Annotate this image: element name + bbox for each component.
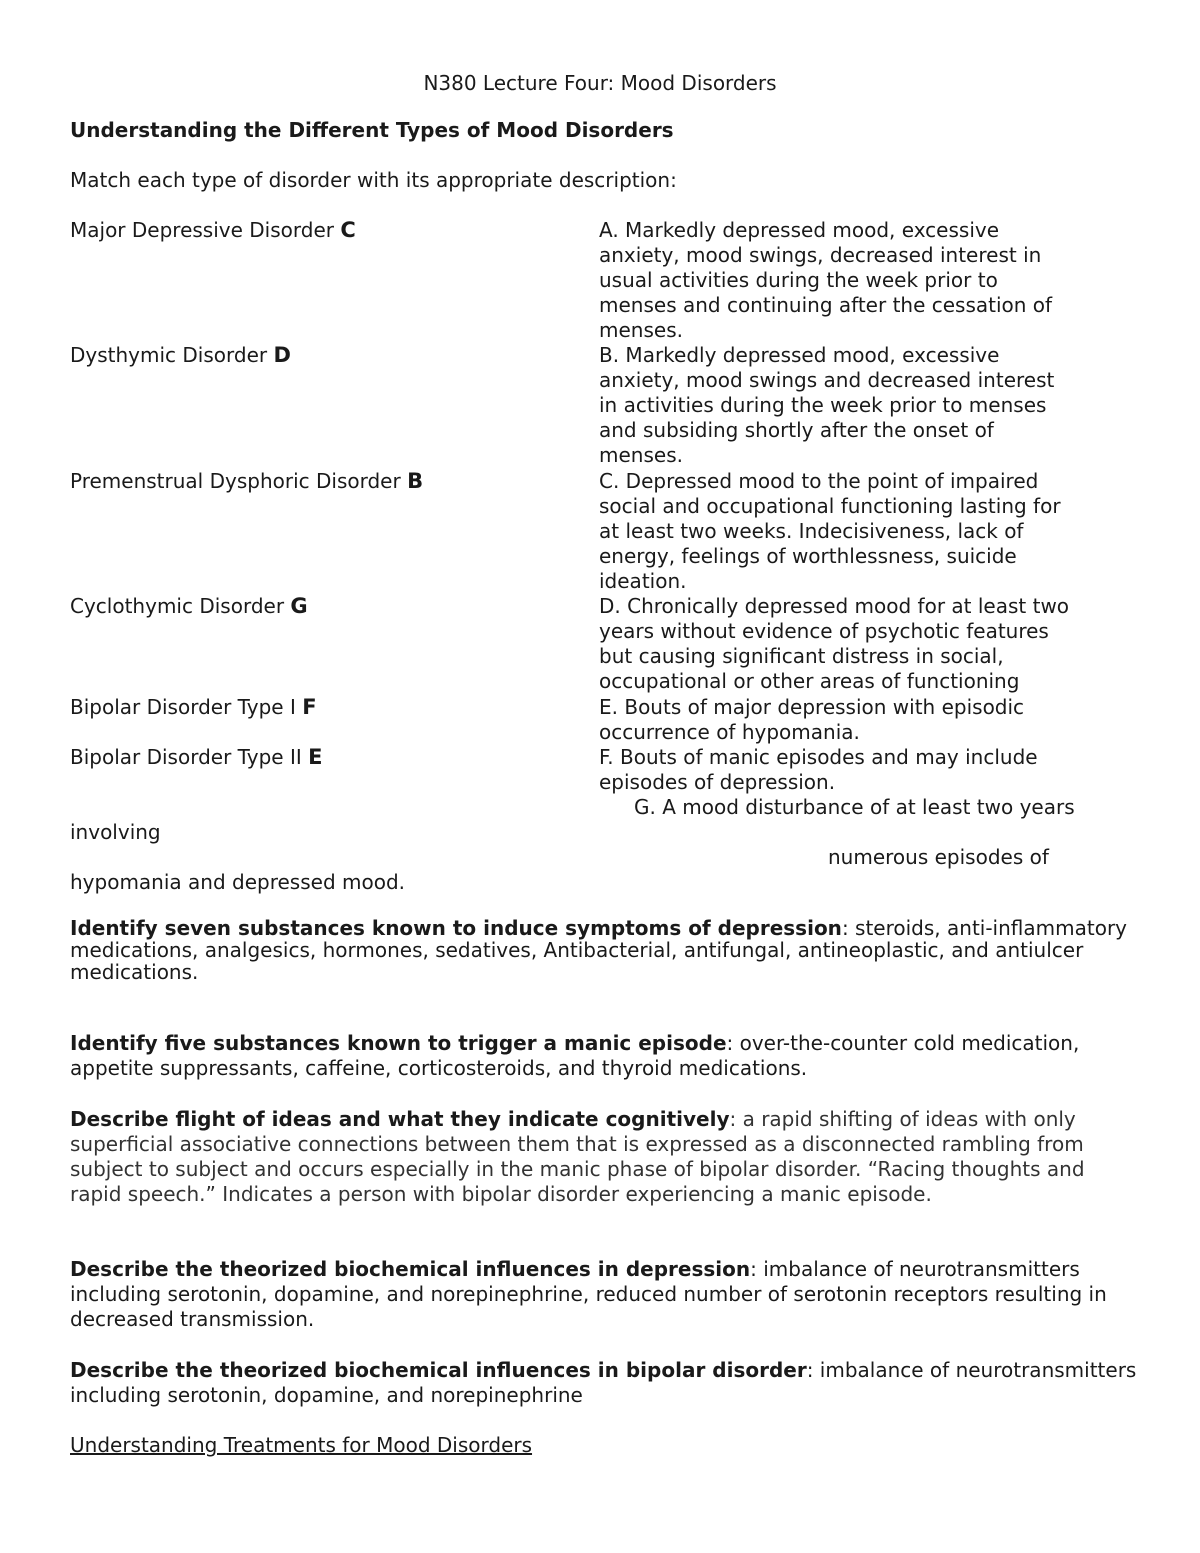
section-heading: Understanding the Different Types of Mood Disorders bbox=[70, 118, 674, 142]
desc-line: F. Bouts of manic episodes and may include bbox=[599, 745, 1038, 769]
desc-line: A. Markedly depressed mood, excessive bbox=[599, 218, 1000, 242]
desc-line: C. Depressed mood to the point of impaired bbox=[599, 469, 1039, 493]
desc-line: anxiety, mood swings and decreased interest bbox=[599, 368, 1055, 392]
document-title: N380 Lecture Four: Mood Disorders bbox=[423, 71, 777, 95]
description-b bbox=[599, 343, 1139, 468]
desc-line: years without evidence of psychotic features bbox=[599, 619, 1049, 643]
desc-line: energy, feelings of worthlessness, suicide bbox=[599, 544, 1017, 568]
description-f bbox=[599, 745, 1139, 795]
desc-line: in activities during the week prior to menses bbox=[599, 393, 1047, 417]
description-e bbox=[599, 695, 1139, 745]
desc-line: occurrence of hypomania. bbox=[599, 720, 860, 744]
match-item: Cyclothymic Disorder G bbox=[70, 594, 308, 618]
desc-line: and subsiding shortly after the onset of bbox=[599, 418, 994, 442]
question-depression-substances: Identify seven substances known to induce symptoms of depression: steroids, anti-inflammatory medications, analgesics, hormones, sedatives, Antibacterial, antifungal, antineoplastic, and antiulcer medications. bbox=[70, 916, 1127, 984]
desc-line: occupational or other areas of functioning bbox=[599, 669, 1020, 693]
question-flight-of-ideas: Describe flight of ideas and what they indicate cognitively: a rapid shifting of ideas with only superficial associative connections between them that is expressed as a disconnected rambling from subject to subject and occurs especially in the manic phase of bipolar disorder. “Racing thoughts and rapid speech.” Indicates a person with bipolar disorder experiencing a manic episode. bbox=[70, 1107, 1085, 1206]
question-biochem-bipolar: Describe the theorized biochemical influences in bipolar disorder: imbalance of neurotransmitters including serotonin, dopamine, and norepinephrine bbox=[70, 1358, 1137, 1407]
desc-line: menses. bbox=[599, 443, 683, 467]
footer-heading: Understanding Treatments for Mood Disorders bbox=[70, 1433, 533, 1457]
desc-line: B. Markedly depressed mood, excessive bbox=[599, 343, 1000, 367]
desc-line: anxiety, mood swings, decreased interest in bbox=[599, 243, 1042, 267]
description-c bbox=[599, 469, 1139, 594]
match-item: Bipolar Disorder Type II E bbox=[70, 745, 323, 769]
question-biochem-depression: Describe the theorized biochemical influences in depression: imbalance of neurotransmitters including serotonin, dopamine, and norepinephrine, reduced number of serotonin receptors resulting in decreased transmission. bbox=[70, 1257, 1107, 1331]
desc-line: but causing significant distress in social, bbox=[599, 644, 1004, 668]
desc-line: ideation. bbox=[599, 569, 687, 593]
desc-line: D. Chronically depressed mood for at least two bbox=[599, 594, 1070, 618]
desc-line: menses and continuing after the cessation of bbox=[599, 293, 1053, 317]
instruction-text: Match each type of disorder with its appropriate description: bbox=[70, 168, 677, 192]
description-a bbox=[599, 218, 1139, 343]
description-d bbox=[599, 594, 1139, 694]
match-item: Dysthymic Disorder D bbox=[70, 343, 291, 367]
question-manic-triggers: Identify five substances known to trigger a manic episode: over-the-counter cold medication, appetite suppressants, caffeine, corticosteroids, and thyroid medications. bbox=[70, 1031, 1080, 1080]
match-item: Premenstrual Dysphoric Disorder B bbox=[70, 469, 424, 493]
desc-line: usual activities during the week prior to bbox=[599, 268, 998, 292]
desc-line: at least two weeks. Indecisiveness, lack of bbox=[599, 519, 1024, 543]
description-g-line3: numerous episodes of bbox=[828, 845, 1049, 869]
desc-line: social and occupational functioning lasting for bbox=[599, 494, 1061, 518]
desc-line: E. Bouts of major depression with episodic bbox=[599, 695, 1025, 719]
description-g-line2: involving bbox=[70, 820, 161, 844]
match-item: Bipolar Disorder Type I F bbox=[70, 695, 317, 719]
desc-line: menses. bbox=[599, 318, 683, 342]
description-g-line1: G. A mood disturbance of at least two years bbox=[634, 795, 1075, 819]
match-item: Major Depressive Disorder C bbox=[70, 218, 356, 242]
desc-line: episodes of depression. bbox=[599, 770, 836, 794]
description-g-line4: hypomania and depressed mood. bbox=[70, 870, 405, 894]
